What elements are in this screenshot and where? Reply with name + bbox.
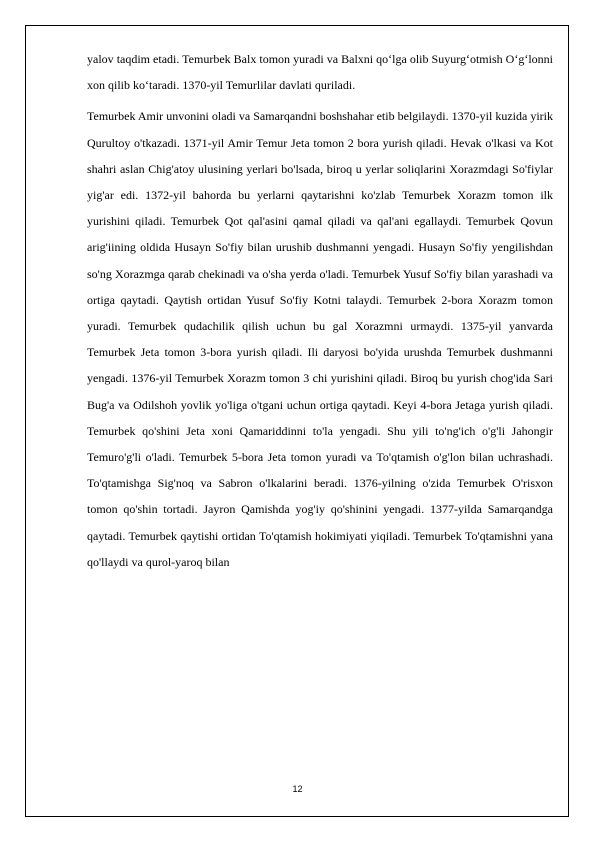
page-number: 12 — [292, 784, 303, 794]
paragraph-1: yalov taqdim etadi. Temurbek Balx tomon yuradi va Balxni qo‘lga olib Suyurg‘otmish O‘g‘lonni xon qilib ko‘taradi. 1370-yil Temurlilar davlati quriladi. — [87, 52, 553, 93]
paragraph-2: Temurbek Amir unvonini oladi va Samarqandni boshshahar etib belgilaydi. 1370-yil kuzida yirik Qurultoy o'tkazadi. 1371-yil Amir Temur Jeta tomon 2 bora yurish qiladi. Hevak o'lkasi va Kot shahri aslan Chig'atoy ulusining yerlari bo'lsada, biroq u yerlar soliqlarini Xorazmdagi So'fiylar yig'ar edi. 1372-yil bahorda bu yerlarni qaytarishni ko'zlab Temurbek Xorazm tomon ilk yurishini qiladi. Temurbek Qot qal'asini qamal qiladi va qal'ani egallaydi. Temurbek Qovun arig'iining oldida Husayn So'fiy bilan urushib dushmanni yengadi. Husayn So'fiy yengilishdan so'ng Xorazmga qarab chekinadi va o'sha yerda o'ladi. Temurbek Yusuf So'fiy bilan yarashadi va ortiga qaytadi. Qaytish ortidan Yusuf So'fiy Kotni talaydi. Temurbek 2-bora Xorazm tomon yuradi. Temurbek qudachilik qilish uchun bu gal Xorazmni urmaydi. 1375-yil yanvarda Temurbek Jeta tomon 3-bora yurish qiladi. Ili daryosi bo'yida urushda Temurbek dushmanni yengadi. 1376-yil Temurbek Xorazm tomon 3 chi yurishini qiladi. Biroq bu yurish chog'ida Sari Bug'a va Odilshoh yovlik yo'liga o'tgani uchun ortiga qaytadi. Keyi 4-bora Jetaga yurish qiladi. Temurbek qo'shini Jeta xoni Qamariddinni to'la yengadi. Shu yili to'ng'ich o'g'li Jahongir Temuro'g'li o'ladi. Temurbek 5-bora Jeta tomon yuradi va To'qtamish o'g'lon bilan uchrashadi. To'qtamishga Sig'noq va Sabron o'lkalarini beradi. 1376-yilning o'zida Temurbek O'risxon tomon qo'shin tortadi. Jayron Qamishda yog'iy qo'shinini yengadi. 1377-yilda Samarqandga qaytadi. Temurbek qaytishi ortidan To'qtamish hokimiyati yiqiladi. Temurbek To'qtamishni yana qo'llaydi va qurol-yaroq bilan — [87, 109, 553, 569]
document-body — [87, 46, 553, 575]
